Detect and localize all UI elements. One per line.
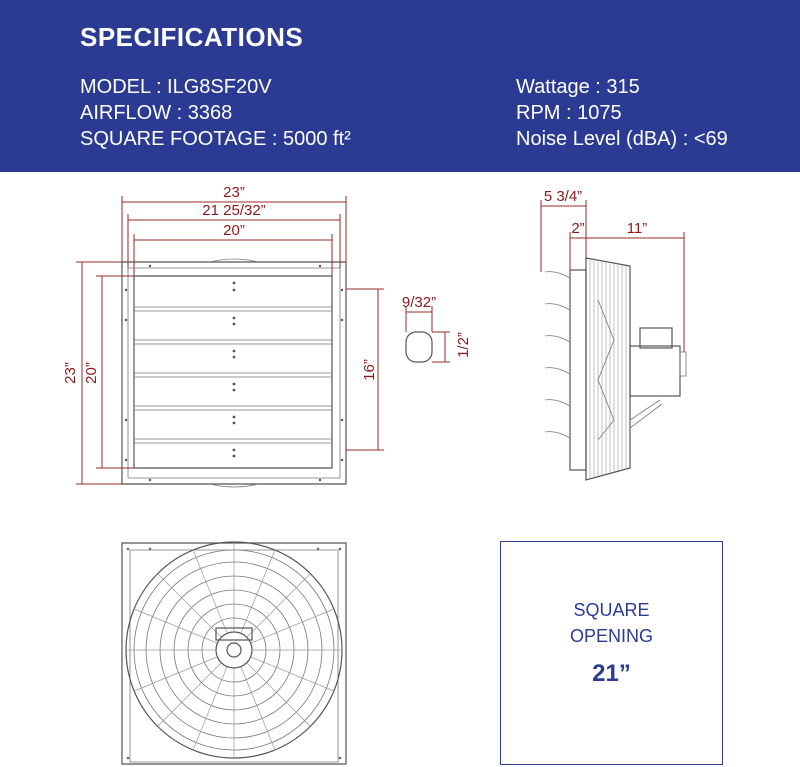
- side-dimension-lines: [541, 200, 684, 352]
- square-footage-spec: SQUARE FOOTAGE : 5000 ft²: [80, 128, 351, 150]
- slot-width-label: 9/32”: [401, 294, 437, 311]
- page-title: SPECIFICATIONS: [80, 22, 304, 52]
- airflow-spec: AIRFLOW : 3368: [80, 102, 233, 124]
- width-mid-label: 21 25/32”: [202, 202, 266, 219]
- rpm-spec: RPM : 1075: [516, 102, 622, 124]
- width-inner-label: 20”: [223, 222, 245, 239]
- side-view-drawing: [545, 258, 686, 480]
- model-spec: MODEL : ILG8SF20V: [80, 76, 272, 98]
- slot-height-label: 1/2”: [455, 332, 472, 358]
- square-opening-box: [500, 541, 723, 765]
- rear-view-drawing: [122, 542, 346, 764]
- square-opening-label-line2: OPENING: [569, 626, 653, 646]
- square-opening-value: 21”: [592, 660, 631, 687]
- slot-detail-drawing: [406, 306, 450, 362]
- noise-level-spec: Noise Level (dBA) : <69: [516, 128, 728, 150]
- height-right-label: 16”: [361, 359, 378, 381]
- depth-total-label: 5 3/4”: [543, 188, 583, 205]
- depth-rear-label: 11”: [626, 220, 648, 237]
- square-opening-label-line1: SQUARE: [573, 600, 650, 620]
- depth-front-label: 2”: [571, 220, 585, 237]
- front-view-drawing: [122, 259, 346, 487]
- height-overall-label: 23”: [62, 362, 79, 384]
- wattage-spec: Wattage : 315: [516, 76, 640, 98]
- height-inner-label: 20”: [83, 362, 100, 384]
- width-overall-label: 23”: [223, 184, 245, 201]
